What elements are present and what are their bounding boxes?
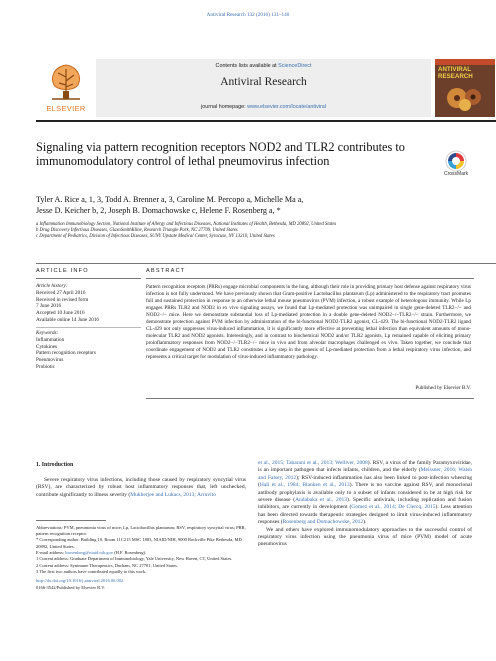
citation-link[interactable]: Rosenberg and Domachowske, 2012 bbox=[282, 519, 364, 526]
keyword-item: Pattern recognition receptors bbox=[36, 350, 96, 357]
corresponding-author-note: * Corresponding author. Building 10, Room 11C215 MSC 1883, NIAID/NIH, 9000 Rockville Pike Bethesda, MD 20892, United States. bbox=[36, 537, 242, 549]
elsevier-tree-icon bbox=[46, 61, 86, 101]
author-list bbox=[36, 194, 446, 216]
article-info-rule bbox=[36, 278, 141, 279]
affiliations bbox=[36, 222, 456, 241]
elsevier-wordmark: ELSEVIER bbox=[46, 104, 86, 113]
citation-link[interactable]: Mukherjee and Lukacs, 2013; Arruvito bbox=[130, 491, 216, 498]
footnote-1: 1 Current address: Graduate Department of Immunobiology, Yale University, New Haven, CT, United States. bbox=[36, 556, 233, 562]
keyword-item: Cytokines bbox=[36, 343, 58, 350]
cover-art-icon bbox=[443, 83, 487, 113]
intro-right-paragraph-2: We and others have explored immunomodulatory approaches to the successful control of respiratory virus infection using the pneumonia virus of mice (PVM) model of acute pneumovirus bbox=[258, 526, 472, 548]
sciencedirect-link[interactable]: ScienceDirect bbox=[278, 63, 312, 69]
keyword-item: Pneumovirus bbox=[36, 357, 64, 364]
doi-link[interactable]: http://dx.doi.org/10.1016/j.antiviral.2016.06.002 bbox=[36, 578, 124, 584]
abstract-rule bbox=[146, 278, 474, 279]
abstract-text: Pattern recognition receptors (PRRs) engage microbial components in the lung, although their role in providing primary host defense against respiratory virus infection is not fully understood. We have previously shown that Gram-positive Lactobacillus plantarum (Lp) administered to the respiratory tract promotes full and sustained protection in response to an otherwise lethal mouse pneumovirus (PVM) infection, a robust example of heterologous immunity. While Lp engages PRRs TLR2 and NOD2 in ex vivo signaling assays, we found that Lp-mediated protection was unimpaired in single gene-deleted TLR2−/− and NOD2−/− mice. Here we demonstrate substantial loss of Lp-mediated protection in a double gene-deleted NOD2−/−TLR2−/− strain. Furthermore, we demonstrate protection against PVM infection by administration of the bi-functional NOD2-TLR2 agonist, CL-429. The bi-functional NOD2-TLR2 ligand CL-429 not only suppresses virus-induced inflammation, it is significantly more effective at preventing lethal infection than equivalent amounts of mono-molecular TLR2 and NOD2 agonists. Interestingly, and in contrast to biochemical NOD2 and/or TLR2 agonists, Lp remained capable of eliciting primary proinflammatory responses from NOD2−/−TLR2−/− mice in vivo and from alveolar macrophages challenged ex vivo. Taken together, we conclude that coordinate engagement of NOD2 and TLR2 constitutes a key step in the genesis of Lp-mediated protection from a lethal respiratory virus infection, and represents a critical target for modulation of virus-induced inflammatory pathology. bbox=[146, 284, 471, 361]
affiliation-rule bbox=[36, 263, 496, 264]
issn-line: 0166-3542/Published by Elsevier B.V. bbox=[36, 584, 106, 590]
contents-line: Contents lists available at ScienceDirect bbox=[215, 63, 312, 69]
affiliation-b: b Drug Discovery Infectious Diseases, GlaxoSmithKline, Research Triangle Park, NC 27709, United States bbox=[36, 228, 238, 234]
keywords-block bbox=[36, 330, 141, 371]
citation-link[interactable]: Andabaka et al., 2013 bbox=[295, 497, 348, 504]
header-rule bbox=[36, 120, 496, 122]
abbreviations-note: Abbreviations: PVM, pneumonia virus of mice; Lp, Lactobacillus plantarum; RSV, respiratory syncytial virus; PRR, pattern recognition receptor. bbox=[36, 525, 246, 537]
keyword-item: Inflammation bbox=[36, 336, 65, 343]
cover-band bbox=[435, 59, 495, 65]
citation-link[interactable]: Hall et al., 1984; Blanken et al., 2013 bbox=[259, 482, 350, 489]
history-item: Accepted 10 June 2016 bbox=[36, 310, 85, 317]
footnote-2: 2 Current address: Symmune Therapeutics, Durham, NC 27701, United States. bbox=[36, 562, 179, 568]
journal-cover-image bbox=[435, 59, 495, 117]
journal-header-box bbox=[96, 59, 431, 117]
journal-citation[interactable]: Antiviral Research 132 (2016) 131–140 bbox=[206, 12, 290, 18]
citation-link[interactable]: Meissner, 2016; Walsh and Falsey, 2012 bbox=[258, 467, 472, 481]
elsevier-logo bbox=[37, 59, 95, 117]
homepage-line: journal homepage: www.elsevier.com/locate/antiviral bbox=[201, 104, 326, 110]
footnotes bbox=[36, 525, 246, 591]
abstract-heading: ABSTRACT bbox=[146, 268, 186, 274]
history-item: Received 27 April 2016 bbox=[36, 289, 86, 296]
history-item: 7 June 2016 bbox=[36, 303, 62, 310]
cover-title: ANTIVIRAL RESEARCH bbox=[438, 66, 473, 80]
section-heading-introduction: 1. Introduction bbox=[36, 462, 74, 468]
article-history bbox=[36, 283, 141, 324]
email-note: E-mail address: hrosenberg@niaid.nih.gov (H.F. Rosenberg). bbox=[36, 549, 147, 555]
footnote-rule bbox=[36, 520, 106, 521]
history-item: Received in revised form bbox=[36, 296, 89, 303]
article-info-heading: ARTICLE INFO bbox=[36, 268, 89, 274]
crossmark-icon bbox=[445, 150, 467, 172]
citation-link[interactable]: et al., 2015; Tabarani et al., 2013; Welliver, 2008 bbox=[258, 460, 368, 466]
journal-name: Antiviral Research bbox=[220, 76, 307, 88]
authors-line-1: Tyler A. Rice a, 1, 3, Todd A. Brenner a, 3, Caroline M. Percopo a, Michelle Ma a, bbox=[36, 195, 304, 204]
keyword-item: Probiotic bbox=[36, 363, 56, 370]
affiliation-c: c Department of Pediatrics, Division of Infectious Diseases, SUNY Upstate Medical Center, Syracuse, NY 13210, United States bbox=[36, 234, 275, 240]
keywords-label: Keywords: bbox=[36, 330, 59, 336]
crossmark-badge[interactable] bbox=[434, 150, 478, 182]
crossmark-label: CrossMark bbox=[444, 171, 469, 177]
authors-line-2: Jesse D. Keicher b, 2, Joseph B. Domachowske c, Helene F. Rosenberg a, * bbox=[36, 206, 281, 215]
intro-right-column: et al., 2015; Tabarani et al., 2013; Welliver, 2008). RSV, a virus of the family Paramyxoviridae, is an important pathogen that infects infants, children, and the elderly (Meissner, 2016; Walsh and Falsey, 2012); RSV-induced inflammation has also been linked to post-infection wheezing (Hall et al., 1984; Blanken et al., 2013). There is no vaccine against RSV, and monoclonal antibody prophylaxis is available only to a subset of infants considered to be at high risk for severe disease (Andabaka et al., 2013). Specific antivirals, including replication and fusion inhibitors, are currently in development (Gomez et al., 2014; De Clercq, 2015). Less attention has been directed towards therapeutic strategies designed to limit virus-induced inflammatory responses (Rosenberg and Domachowske, 2012). We and others have explored immunomodulatory approaches to the successful control of respiratory virus infection using the pneumonia virus of mice (PVM) model of acute pneumovirus bbox=[258, 460, 473, 548]
history-label: Article history: bbox=[36, 283, 68, 289]
affiliation-a: a Inflammation Immunobiology Section, National Institute of Allergy and Infectious Diseases, National Institutes of Health, Bethesda, MD 20892, United States bbox=[36, 222, 337, 227]
abstract-end-rule bbox=[146, 398, 474, 399]
journal-homepage-link[interactable]: www.elsevier.com/locate/antiviral bbox=[247, 104, 326, 110]
history-item: Available online 14 June 2016 bbox=[36, 316, 100, 323]
article-title: Signaling via pattern recognition receptors NOD2 and TLR2 contributes to immunomodulatory control of lethal pneumovirus infection bbox=[36, 140, 405, 169]
keywords-rule bbox=[36, 327, 141, 328]
published-by: Published by Elsevier B.V. bbox=[415, 385, 471, 391]
intro-left-paragraph: Severe respiratory virus infections, including those caused by respiratory syncytial virus (RSV), are characterized by robust host inflammatory responses that, left unchecked, contribute significantly to illness severity (Mukherjee and Lukacs, 2013; Arruvito bbox=[36, 477, 246, 498]
email-link[interactable]: hrosenberg@niaid.nih.gov bbox=[65, 549, 114, 555]
citation-link[interactable]: Gomez et al., 2014; De Clercq, 2015 bbox=[351, 504, 436, 511]
footnote-3: 3 The first two authors have contributed equally to this work. bbox=[36, 569, 147, 575]
